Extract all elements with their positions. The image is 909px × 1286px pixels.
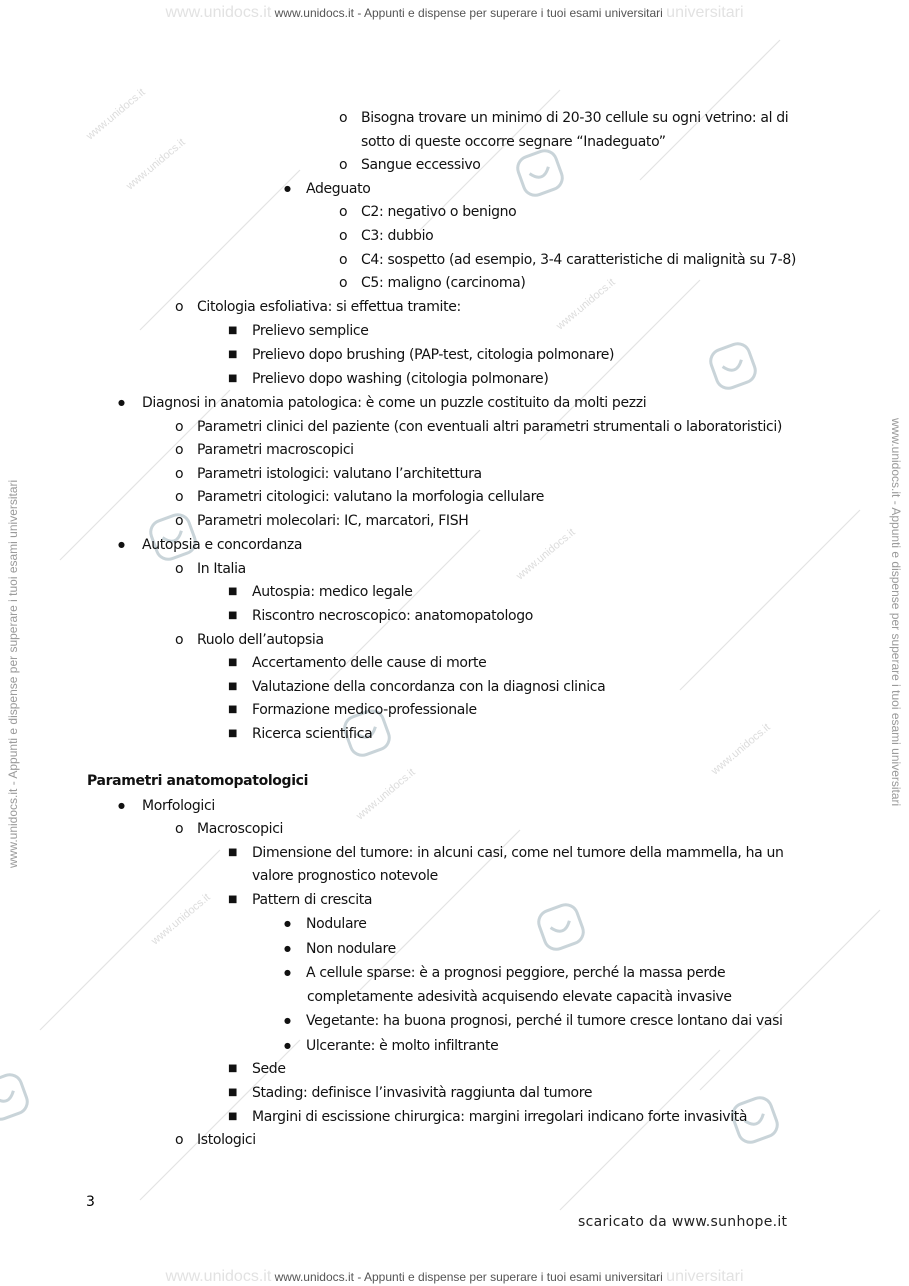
list-bullet: ● [118,398,125,407]
list-item: Stading: definisce l’invasività raggiunta dal tumore [252,1085,593,1101]
list-item: Parametri citologici: valutano la morfologia cellulare [197,489,545,505]
list-item: Ruolo dell’autopsia [197,632,324,648]
list-bullet: o [339,110,348,126]
list-bullet: o [339,228,348,244]
footer-banner-text: www.unidocs.it - Appunti e dispense per superare i tuoi esami universitari [274,1270,663,1284]
list-bullet: o [175,419,184,435]
list-bullet: ■ [228,1111,238,1122]
watermark-text: www.unidocs.it [709,721,773,778]
list-item: completamente adesività acquisendo elevate capacità invasive [307,989,732,1005]
list-item: Morfologici [142,798,215,814]
list-item: Parametri istologici: valutano l’architettura [197,466,482,482]
list-item: Autopsia e concordanza [142,537,303,553]
list-bullet: ● [284,919,291,928]
list-item: Parametri clinici del paziente (con eventuali altri parametri strumentali o laboratoristici) [197,419,783,435]
list-item: Vegetante: ha buona prognosi, perché il tumore cresce lontano dai vasi [306,1013,783,1029]
footer-ghost-right: universitari [666,1268,744,1285]
header-banner-text: www.unidocs.it - Appunti e dispense per superare i tuoi esami universitari [274,6,663,20]
list-item: C3: dubbio [361,228,434,244]
side-banner-right: www.unidocs.it - Appunti e dispense per superare i tuoi esami universitari [889,418,903,807]
list-item: Prelievo dopo washing (citologia polmonare) [252,371,549,387]
list-item: Riscontro necroscopico: anatomopatologo [252,608,534,624]
list-item: Parametri macroscopici [197,442,354,458]
footer-ghost-left: www.unidocs.it [165,1268,272,1285]
list-bullet: ■ [228,325,238,336]
list-bullet: o [175,561,184,577]
list-item: Parametri molecolari: IC, marcatori, FISH [197,513,469,529]
list-item: Ulcerante: è molto infiltrante [306,1038,499,1054]
list-bullet: ● [284,1041,291,1050]
list-bullet: ■ [228,349,238,360]
list-bullet: o [175,489,184,505]
watermark-text: www.unidocs.it [554,276,618,333]
list-item: Diagnosi in anatomia patologica: è come un puzzle costituito da molti pezzi [142,395,647,411]
list-bullet: o [339,252,348,268]
list-bullet: ■ [228,373,238,384]
list-item: Prelievo semplice [252,323,369,339]
list-item: Dimensione del tumore: in alcuni casi, come nel tumore della mammella, ha un [252,845,784,861]
list-bullet: ● [284,968,291,977]
list-bullet: o [175,632,184,648]
list-item: Margini di escissione chirurgica: margini irregolari indicano forte invasività [252,1109,748,1125]
list-bullet: ● [118,801,125,810]
list-bullet: o [175,821,184,837]
list-item: C2: negativo o benigno [361,204,517,220]
list-bullet: ● [284,1016,291,1025]
list-bullet: o [175,442,184,458]
list-bullet: o [175,466,184,482]
list-item: Non nodulare [306,941,396,957]
list-bullet: ■ [228,681,238,692]
list-bullet: ● [284,184,291,193]
list-item: C5: maligno (carcinoma) [361,275,526,291]
list-bullet: ● [284,944,291,953]
list-item: valore prognostico notevole [252,868,438,884]
list-bullet: ■ [228,894,238,905]
list-item: Macroscopici [197,821,284,837]
watermark-text: www.unidocs.it [84,86,148,143]
list-item: C4: sospetto (ad esempio, 3-4 caratteristiche di malignità su 7-8) [361,252,796,268]
list-item: In Italia [197,561,246,577]
watermark-text: www.unidocs.it [124,136,188,193]
list-bullet: o [175,513,184,529]
page-number: 3 [86,1194,95,1210]
watermark-text: www.unidocs.it [514,526,578,583]
source-note: scaricato da www.sunhope.it [578,1214,788,1230]
header-banner [0,4,909,22]
list-item: Istologici [197,1132,256,1148]
list-item: Nodulare [306,916,367,932]
list-bullet: ■ [228,847,238,858]
list-bullet: o [339,275,348,291]
list-item: Pattern di crescita [252,892,373,908]
list-bullet: ■ [228,704,238,715]
list-item: Autospia: medico legale [252,584,413,600]
list-bullet: o [175,299,184,315]
section-heading: Parametri anatomopatologici [87,773,309,789]
list-bullet: ● [118,540,125,549]
list-item: Ricerca scientifica [252,726,373,742]
list-bullet: ■ [228,728,238,739]
watermark-text: www.unidocs.it [354,766,418,823]
list-bullet: ■ [228,1087,238,1098]
list-item: Accertamento delle cause di morte [252,655,487,671]
list-item: Formazione medico-professionale [252,702,477,718]
list-item: Adeguato [306,181,371,197]
list-bullet: o [339,204,348,220]
list-bullet: ■ [228,1063,238,1074]
list-item: sotto di queste occorre segnare “Inadeguato” [361,134,666,150]
list-item: Sangue eccessivo [361,157,481,173]
watermark-text: www.unidocs.it [149,891,213,948]
list-bullet: ■ [228,586,238,597]
list-item: Valutazione della concordanza con la diagnosi clinica [252,679,606,695]
footer-banner [0,1268,909,1286]
list-item: Bisogna trovare un minimo di 20-30 cellule su ogni vetrino: al di [361,110,789,126]
list-bullet: o [339,157,348,173]
header-ghost-left: www.unidocs.it [165,4,272,21]
list-item: A cellule sparse: è a prognosi peggiore, perché la massa perde [306,965,726,981]
list-item: Prelievo dopo brushing (PAP-test, citologia polmonare) [252,347,615,363]
list-bullet: o [175,1132,184,1148]
list-bullet: ■ [228,610,238,621]
header-ghost-right: universitari [666,4,744,21]
list-item: Citologia esfoliativa: si effettua tramite: [197,299,461,315]
side-banner-left: www.unidocs.it - Appunti e dispense per superare i tuoi esami universitari [6,479,20,868]
list-item: Sede [252,1061,286,1077]
list-bullet: ■ [228,657,238,668]
